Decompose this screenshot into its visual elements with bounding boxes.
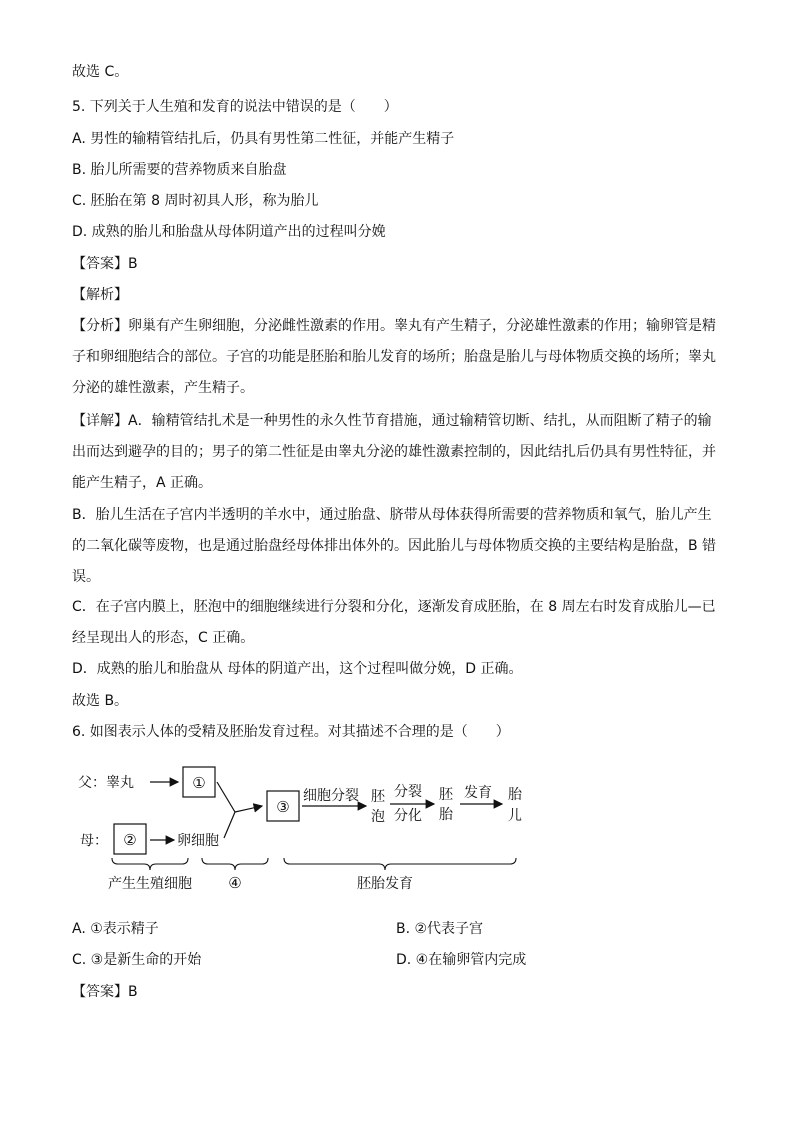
fetus-label: 儿 <box>508 808 522 824</box>
q6-option-d: D. ④在输卵管内完成 <box>396 952 527 968</box>
cell-division-label: 细胞分裂 <box>303 788 359 804</box>
brace <box>202 858 268 870</box>
q6-option-b: B. ②代表子宫 <box>396 921 484 937</box>
box-3-label: ③ <box>276 798 290 816</box>
blastocyst-label: 胚 <box>371 789 385 805</box>
question-5-stem: 5. 下列关于人生殖和发育的说法中错误的是（ ） <box>72 99 398 115</box>
connector <box>224 812 235 838</box>
fetus-label: 胎 <box>508 787 522 803</box>
text-line: 故选 C。 <box>72 64 129 80</box>
detail-text: 【详解】A．输精管结扎术是一种男性的永久性节育措施，通过输精管切断、结扎，从而阻断了精子的输 <box>72 413 712 429</box>
box-1-label: ① <box>192 774 206 792</box>
brace <box>284 858 516 870</box>
detail-text: B．胎儿生活在子宫内半透明的羊水中，通过胎盘、脐带从母体获得所需要的营养物质和氧气，胎儿产生 <box>72 507 712 523</box>
option-a: A. 男性的输精管结扎后，仍具有男性第二性征，并能产生精子 <box>72 131 455 147</box>
mother-label: 母： <box>80 833 108 849</box>
egg-label: 卵细胞 <box>177 833 219 849</box>
analysis-text: 子和卵细胞结合的部位。子宫的功能是胚胎和胎儿发育的场所；胎盘是胎儿与母体物质交换的场所；睾丸 <box>72 349 716 365</box>
analysis-text: 【分析】卵巢有产生卵细胞，分泌雌性激素的作用。睾丸有产生精子，分泌雄性激素的作用；输卵管是精 <box>72 318 716 334</box>
development-label: 发育 <box>464 785 492 801</box>
detail-text: 能产生精子，A 正确。 <box>72 475 213 491</box>
father-label: 父：睾丸 <box>78 775 134 791</box>
analysis-label: 【解析】 <box>72 287 128 303</box>
option-d: D. 成熟的胎儿和胎盘从母体阴道产出的过程叫分娩 <box>72 224 386 240</box>
fertilization-diagram <box>72 760 542 900</box>
detail-text: C．在子宫内膜上，胚泡中的细胞继续进行分裂和分化，逐渐发育成胚胎，在 8 周左右时发育成胎儿—已 <box>72 599 716 615</box>
q6-answer-label: 【答案】B <box>72 984 138 1000</box>
brace-label: 胚胎发育 <box>357 876 413 892</box>
option-b: B. 胎儿所需要的营养物质来自胎盘 <box>72 162 287 178</box>
detail-text: 出而达到避孕的目的；男子的第二性征是由睾丸分泌的雄性激素控制的，因此结扎后仍具有男性特征，并 <box>72 444 716 460</box>
question-6-stem: 6. 如图表示人体的受精及胚胎发育过程。对其描述不合理的是（ ） <box>72 724 510 740</box>
detail-text: 经呈现出人的形态，C 正确。 <box>72 630 255 646</box>
division-label: 分裂 <box>394 784 422 800</box>
option-c: C. 胚胎在第 8 周时初具人形，称为胎儿 <box>72 193 319 209</box>
embryo-label: 胚 <box>439 787 453 803</box>
q6-option-c: C. ③是新生命的开始 <box>72 952 202 968</box>
arrow <box>235 806 262 812</box>
brace <box>112 858 188 870</box>
differentiation-label: 分化 <box>394 808 422 824</box>
answer-label: 【答案】B <box>72 256 138 272</box>
detail-text: D．成熟的胎儿和胎盘从 母体的阴道产出，这个过程叫做分娩，D 正确。 <box>72 661 523 677</box>
analysis-text: 分泌的雄性激素，产生精子。 <box>72 380 254 396</box>
detail-text: 的二氧化碳等废物，也是通过胎盘经母体排出体外的。因此胎儿与母体物质交换的主要结构是胎盘，B 错 <box>72 538 717 554</box>
embryo-label: 胎 <box>439 807 453 823</box>
box-2-label: ② <box>123 831 137 849</box>
text-line: 故选 B。 <box>72 693 129 709</box>
brace-label: 产生生殖细胞 <box>108 876 192 892</box>
blastocyst-label: 泡 <box>371 809 385 825</box>
brace-label: ④ <box>228 874 242 892</box>
q6-option-a: A. ①表示精子 <box>72 921 159 937</box>
detail-text: 误。 <box>72 569 100 585</box>
connector <box>217 782 235 812</box>
